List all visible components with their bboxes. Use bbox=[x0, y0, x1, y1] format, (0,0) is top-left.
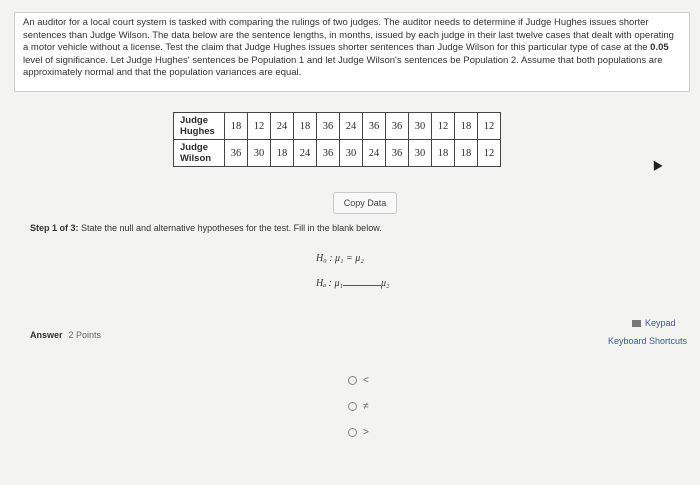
problem-text-2: level of significance. Let Judge Hughes' sentences be Population 1 and let Judge Wilson's sentences be Population 2. Assume that both populations are approximately normal and that the population variances are equal. bbox=[23, 54, 663, 79]
table-cell: 30 bbox=[409, 113, 432, 140]
table-cell: 18 bbox=[271, 140, 294, 167]
step-prefix: Step 1 of 3: bbox=[30, 223, 79, 233]
row-header-hughes bbox=[174, 113, 225, 140]
radio-icon[interactable] bbox=[348, 376, 357, 385]
radio-icon[interactable] bbox=[348, 402, 357, 411]
row-label-line1: Judge bbox=[180, 142, 208, 153]
table-cell: 12 bbox=[478, 113, 501, 140]
table-cell: 24 bbox=[271, 113, 294, 140]
copy-data-button[interactable]: Copy Data bbox=[333, 192, 397, 214]
table-cell: 18 bbox=[225, 113, 248, 140]
table-cell: 36 bbox=[386, 113, 409, 140]
choice-label: ≠ bbox=[363, 401, 369, 412]
problem-statement bbox=[14, 12, 690, 92]
data-table bbox=[173, 112, 501, 167]
table-cell: 30 bbox=[409, 140, 432, 167]
table-cell: 36 bbox=[363, 113, 386, 140]
table-cell: 12 bbox=[248, 113, 271, 140]
alt-hypothesis-left: Hₐ : μ₁ bbox=[316, 278, 343, 289]
alternative-hypothesis bbox=[316, 277, 389, 289]
table-cell: 24 bbox=[294, 140, 317, 167]
answer-label bbox=[30, 330, 101, 340]
keypad-icon bbox=[632, 320, 641, 327]
row-label-line1: Judge bbox=[180, 115, 208, 126]
mouse-cursor-icon bbox=[649, 158, 662, 171]
alt-hypothesis-right: μ₂ bbox=[380, 278, 390, 289]
choice-label: > bbox=[363, 427, 369, 438]
table-cell: 24 bbox=[340, 113, 363, 140]
table-cell: 18 bbox=[432, 140, 455, 167]
table-cell: 30 bbox=[340, 140, 363, 167]
table-cell: 18 bbox=[455, 113, 478, 140]
table-cell: 36 bbox=[225, 140, 248, 167]
hypothesis-blank[interactable] bbox=[343, 277, 381, 286]
table-cell: 36 bbox=[317, 113, 340, 140]
table-row-hughes bbox=[174, 113, 501, 140]
keyboard-shortcuts-link[interactable]: Keyboard Shortcuts bbox=[608, 336, 688, 346]
step-instruction bbox=[30, 223, 382, 233]
radio-icon[interactable] bbox=[348, 428, 357, 437]
table-cell: 18 bbox=[455, 140, 478, 167]
answer-points: 2 Points bbox=[68, 330, 102, 340]
table-cell: 12 bbox=[478, 140, 501, 167]
choice-label: < bbox=[363, 375, 369, 386]
significance-level: 0.05 bbox=[650, 42, 669, 54]
keypad-button[interactable] bbox=[632, 318, 676, 328]
choice-less-than[interactable] bbox=[348, 375, 369, 386]
choice-not-equal[interactable] bbox=[348, 401, 369, 412]
table-cell: 18 bbox=[294, 113, 317, 140]
table-cell: 30 bbox=[248, 140, 271, 167]
keypad-label: Keypad bbox=[645, 318, 676, 328]
null-hypothesis: H₀ : μ₁ = μ₂ bbox=[316, 253, 364, 264]
table-row-wilson bbox=[174, 140, 501, 167]
table-cell: 36 bbox=[386, 140, 409, 167]
row-label-line2: Hughes bbox=[180, 126, 215, 137]
table-cell: 36 bbox=[317, 140, 340, 167]
row-header-wilson bbox=[174, 140, 225, 167]
row-label-line2: Wilson bbox=[180, 153, 212, 164]
step-text: State the null and alternative hypotheses for the test. Fill in the blank below. bbox=[78, 223, 382, 233]
table-cell: 12 bbox=[432, 113, 455, 140]
choice-greater-than[interactable] bbox=[348, 427, 369, 438]
problem-text-1: An auditor for a local court system is tasked with comparing the rulings of two judges. The auditor needs to determine if Judge Hughes issues shorter sentences than Judge Wilson. The data below are the sentence lengths, in months, issued by each judge in their last twelve cases that dealt with operating a motor vehicle without a license. Test the claim that Judge Hughes issues shorter sentences than Judge Wilson for this particular type of case at the bbox=[23, 17, 674, 54]
answer-title: Answer bbox=[30, 330, 63, 340]
table-cell: 24 bbox=[363, 140, 386, 167]
